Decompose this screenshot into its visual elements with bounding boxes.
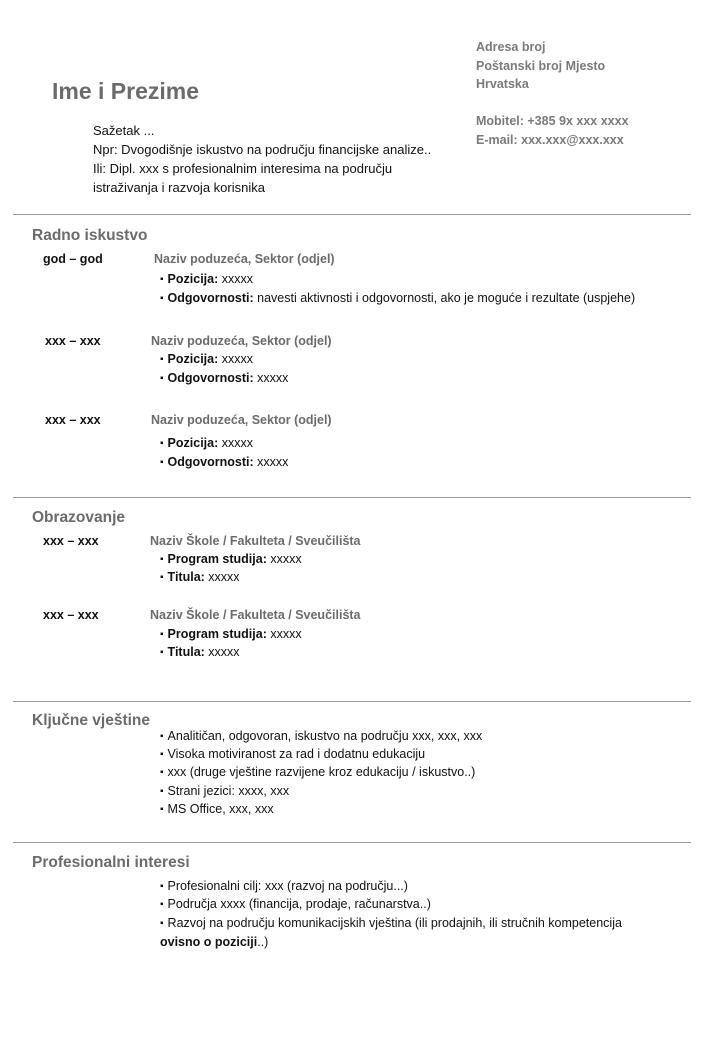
section-title-education: Obrazovanje: [32, 509, 126, 526]
contact-address: Adresa broj: [476, 40, 546, 54]
position-label: Pozicija:: [167, 352, 219, 366]
summary-line: Ili: Dipl. xxx s profesionalnim interesima na području: [93, 161, 393, 176]
degree-value: xxxxx: [204, 645, 240, 659]
interest-bold-text: ovisno o poziciji: [160, 935, 258, 949]
bullet-icon: ▪: [160, 881, 164, 892]
entry-dates: xxx – xxx: [45, 334, 101, 348]
interest-rest-text: ..): [257, 935, 269, 949]
entry-dates: xxx – xxx: [43, 534, 99, 548]
summary-block: [93, 121, 453, 197]
bullet-icon: ▪: [160, 572, 164, 583]
interest-item: [160, 879, 408, 893]
entry-responsibilities: [160, 455, 288, 469]
degree-label: Titula:: [167, 570, 205, 584]
program-label: Program studija:: [167, 552, 267, 566]
entry-organization: Naziv Škole / Fakulteta / Sveučilišta: [150, 608, 361, 622]
position-value: xxxxx: [218, 272, 253, 286]
degree-value: xxxxx: [204, 570, 240, 584]
skill-text: Visoka motiviranost za rad i dodatnu edukaciju: [167, 747, 426, 761]
section-divider: [13, 214, 691, 215]
program-label: Program studija:: [167, 627, 267, 641]
contact-country: Hrvatska: [476, 77, 529, 91]
entry-responsibilities: [160, 291, 635, 305]
summary-line: Sažetak ...: [93, 123, 155, 138]
degree-label: Titula:: [167, 645, 205, 659]
section-divider: [13, 842, 691, 843]
section-divider: [13, 497, 691, 498]
bullet-icon: ▪: [160, 274, 164, 285]
interest-continuation: [160, 935, 268, 949]
bullet-icon: ▪: [160, 749, 164, 760]
bullet-icon: ▪: [160, 293, 164, 304]
section-title-experience: Radno iskustvo: [32, 227, 148, 244]
position-value: xxxxx: [218, 436, 253, 450]
entry-degree: [160, 645, 240, 659]
position-label: Pozicija:: [167, 272, 219, 286]
bullet-icon: ▪: [160, 438, 164, 449]
position-label: Pozicija:: [167, 436, 219, 450]
cv-name: Ime i Prezime: [52, 78, 200, 104]
responsibilities-value: xxxxx: [253, 455, 289, 469]
entry-program: [160, 627, 302, 641]
contact-mobile: Mobitel: +385 9x xxx xxxx: [476, 114, 629, 128]
skill-text: Strani jezici: xxxx, xxx: [167, 784, 290, 798]
interest-item: [160, 916, 622, 930]
entry-organization: Naziv poduzeća, Sektor (odjel): [151, 334, 332, 348]
responsibilities-label: Odgovornosti:: [167, 371, 254, 385]
program-value: xxxxx: [266, 627, 302, 641]
bullet-icon: ▪: [160, 786, 164, 797]
interest-text: Područja xxxx (financija, prodaje, računarstva..): [167, 897, 431, 911]
bullet-icon: ▪: [160, 918, 164, 929]
responsibilities-label: Odgovornosti:: [167, 291, 254, 305]
section-divider: [13, 701, 691, 702]
section-title-interests: Profesionalni interesi: [32, 854, 190, 871]
bullet-icon: ▪: [160, 731, 164, 742]
entry-responsibilities: [160, 371, 288, 385]
entry-degree: [160, 570, 240, 584]
position-value: xxxxx: [218, 352, 253, 366]
skill-text: xxx (druge vještine razvijene kroz edukaciju / iskustvo..): [167, 765, 476, 779]
bullet-icon: ▪: [160, 457, 164, 468]
contact-email: E-mail: xxx.xxx@xxx.xxx: [476, 132, 624, 147]
bullet-icon: ▪: [160, 373, 164, 384]
entry-position: [160, 436, 253, 450]
responsibilities-value: navesti aktivnosti i odgovornosti, ako je moguće i rezultate (uspjehe): [253, 291, 636, 305]
entry-position: [160, 352, 253, 366]
entry-program: [160, 552, 302, 566]
bullet-icon: ▪: [160, 804, 164, 815]
contact-block: [476, 38, 629, 149]
interest-text: Profesionalni cilj: xxx (razvoj na području...): [167, 879, 408, 893]
entry-organization: Naziv Škole / Fakulteta / Sveučilišta: [150, 534, 361, 548]
entry-position: [160, 272, 253, 286]
entry-organization: Naziv poduzeća, Sektor (odjel): [151, 413, 332, 427]
responsibilities-value: xxxxx: [253, 371, 289, 385]
bullet-icon: ▪: [160, 767, 164, 778]
bullet-icon: ▪: [160, 629, 164, 640]
bullet-icon: ▪: [160, 647, 164, 658]
skill-text: Analitičan, odgovoran, iskustvo na području xxx, xxx, xxx: [167, 729, 483, 743]
summary-line: istraživanja i razvoja korisnika: [93, 180, 265, 195]
program-value: xxxxx: [266, 552, 302, 566]
skill-item: [160, 802, 274, 816]
entry-dates: xxx – xxx: [43, 608, 99, 622]
skill-text: MS Office, xxx, xxx: [167, 802, 274, 816]
entry-organization: Naziv poduzeća, Sektor (odjel): [154, 252, 335, 266]
skill-item: [160, 784, 289, 798]
skill-item: [160, 729, 482, 743]
interest-text: Razvoj na području komunikacijskih vještina (ili prodajnih, ili stručnih kompetencija: [167, 916, 622, 930]
summary-line: Npr: Dvogodišnje iskustvo na području financijske analize..: [93, 142, 432, 157]
entry-dates: xxx – xxx: [45, 413, 101, 427]
entry-dates: god – god: [43, 252, 103, 266]
responsibilities-label: Odgovornosti:: [167, 455, 254, 469]
contact-postal: Poštanski broj Mjesto: [476, 58, 606, 73]
bullet-icon: ▪: [160, 899, 164, 910]
skill-item: [160, 747, 425, 761]
bullet-icon: ▪: [160, 554, 164, 565]
bullet-icon: ▪: [160, 354, 164, 365]
section-title-skills: Ključne vještine: [32, 712, 151, 729]
skill-item: [160, 765, 475, 779]
interest-item: [160, 897, 431, 911]
